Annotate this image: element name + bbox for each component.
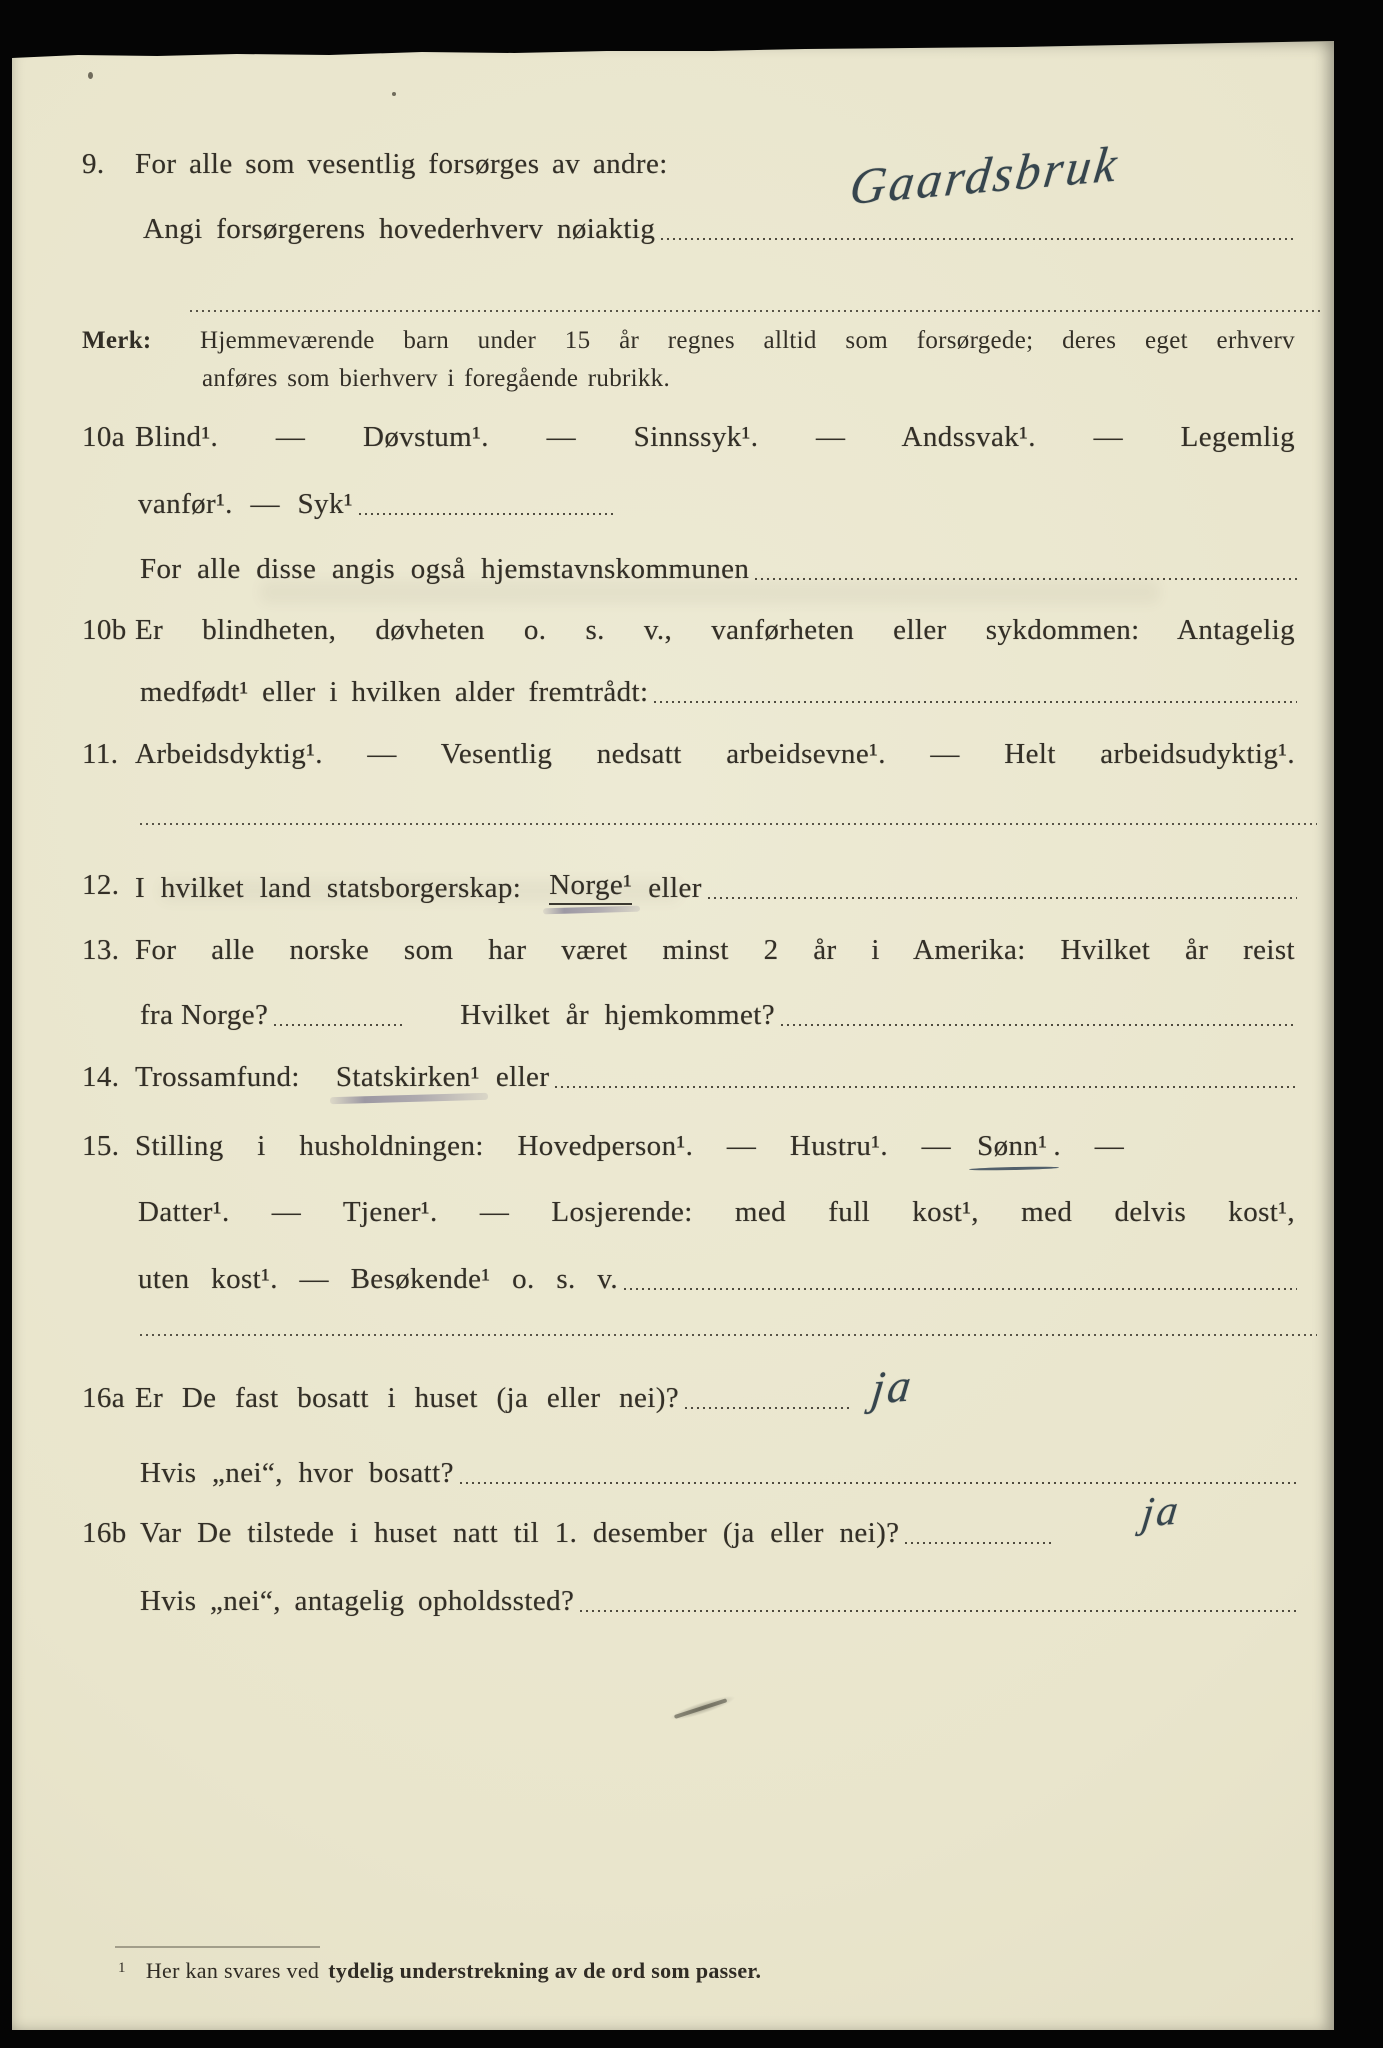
footnote-text-bold: tydelig understrekning av de ord som passer. (328, 1958, 762, 1983)
dotted-answer-line (624, 1288, 1297, 1290)
dotted-answer-line (781, 1024, 1297, 1026)
question-12-number: 12. (82, 869, 120, 901)
underlined-answer-norge (549, 869, 632, 905)
handwritten-answer-ja: ja (868, 1358, 917, 1415)
question-14-suffix: eller (495, 1061, 550, 1093)
question-16b-number: 16b (82, 1517, 127, 1549)
question-10a-text-line2: vanfør¹. — Syk¹ (138, 488, 353, 520)
note-text-line1: Hjemmeværende barn under 15 år regnes alltid som forsørgede; deres eget erhverv (200, 327, 1295, 354)
question-14-text: Trossamfund: (135, 1061, 300, 1093)
dotted-answer-line (708, 897, 1297, 899)
dotted-answer-line (685, 1407, 850, 1409)
underlined-word: Statskirken¹ (335, 1061, 480, 1093)
question-14-number: 14. (82, 1061, 120, 1093)
question-11-text: Arbeidsdyktig¹. — Vesentlig nedsatt arbeidsevne¹. — Helt arbeidsudyktig¹. (135, 738, 1295, 770)
question-16b-text-line2: Hvis „nei“, antagelig opholdssted? (140, 1585, 575, 1617)
question-16b-text: Var De tilstede i huset natt til 1. desember (ja eller nei)? (140, 1517, 900, 1549)
question-15-text-line2: Datter¹. — Tjener¹. — Losjerende: med full kost¹, med delvis kost¹, (138, 1196, 1295, 1228)
dotted-answer-line (661, 238, 1295, 240)
dotted-answer-line (359, 513, 614, 515)
question-13-text: For alle norske som har været minst 2 år i Amerika: Hvilket år reist (135, 934, 1295, 966)
dotted-separator (140, 1334, 1317, 1336)
note-label: Merk: (82, 327, 152, 354)
dotted-answer-line (460, 1482, 1297, 1484)
underlined-word: Sønn¹ (977, 1130, 1048, 1162)
question-15-text-line3: uten kost¹. — Besøkende¹ o. s. v. (138, 1263, 619, 1295)
dotted-answer-line (555, 1086, 1297, 1088)
question-9-number: 9. (82, 148, 105, 180)
underlined-word: Norge¹ (549, 869, 633, 901)
dotted-answer-line (905, 1542, 1053, 1544)
footnote-rule (115, 1946, 320, 1948)
underlined-answer-sonn (977, 1130, 1047, 1163)
dotted-answer-line (755, 578, 1297, 580)
question-10a-text-line3: For alle disse angis også hjemstavnskommunen (140, 553, 750, 585)
question-10b-text: Er blindheten, døvheten o. s. v., vanførheten eller sykdommen: Antagelig (135, 614, 1295, 646)
dotted-answer-line (580, 1610, 1297, 1612)
note-text-line2: anføres som bierhverv i foregående rubrikk. (202, 365, 671, 392)
dotted-answer-line (654, 701, 1297, 703)
footnote-text: Her kan svares ved (145, 1958, 320, 1983)
handwritten-answer-ja: ja (1139, 1486, 1184, 1538)
question-16a-number: 16a (82, 1382, 126, 1414)
question-9-subtext: Angi forsørgerens hovederhverv nøiaktig (143, 213, 656, 245)
paper-speck (392, 92, 396, 96)
question-13-text-line2b: Hvilket år hjemkommet? (460, 999, 775, 1031)
question-12-text: I hvilket land statsborgerskap: (135, 872, 522, 904)
question-15-number: 15. (82, 1130, 120, 1162)
paper-speck (88, 72, 93, 79)
dotted-separator (190, 310, 1321, 312)
footnote-marker: 1 (118, 1960, 126, 1976)
question-10b-text-line2: medfødt¹ eller i hvilken alder fremtrådt: (140, 676, 649, 708)
question-16a-text-line2: Hvis „nei“, hvor bosatt? (140, 1457, 454, 1489)
question-13-text-line2a: fra Norge? (140, 999, 269, 1031)
question-10a-number: 10a (82, 421, 126, 453)
handwritten-answer-occupation: Gaardsbruk (847, 134, 1123, 216)
underlined-answer-statskirken (336, 1061, 480, 1094)
dotted-answer-line (274, 1024, 402, 1026)
question-15-text: Stilling i husholdningen: Hovedperson¹. — Hustru¹. — (135, 1130, 952, 1162)
question-10a-text: Blind¹. — Døvstum¹. — Sinnssyk¹. — Andssvak¹. — Legemlig (135, 421, 1295, 453)
question-11-number: 11. (82, 738, 119, 770)
question-12-suffix: eller (648, 872, 702, 904)
question-13-number: 13. (82, 934, 120, 966)
question-9-text: For alle som vesentlig forsørges av andre: (135, 148, 668, 180)
question-15-suffix: . — (1053, 1130, 1125, 1162)
question-10b-number: 10b (82, 614, 127, 646)
dotted-separator (140, 823, 1317, 825)
question-16a-text: Er De fast bosatt i huset (ja eller nei)? (135, 1382, 680, 1414)
